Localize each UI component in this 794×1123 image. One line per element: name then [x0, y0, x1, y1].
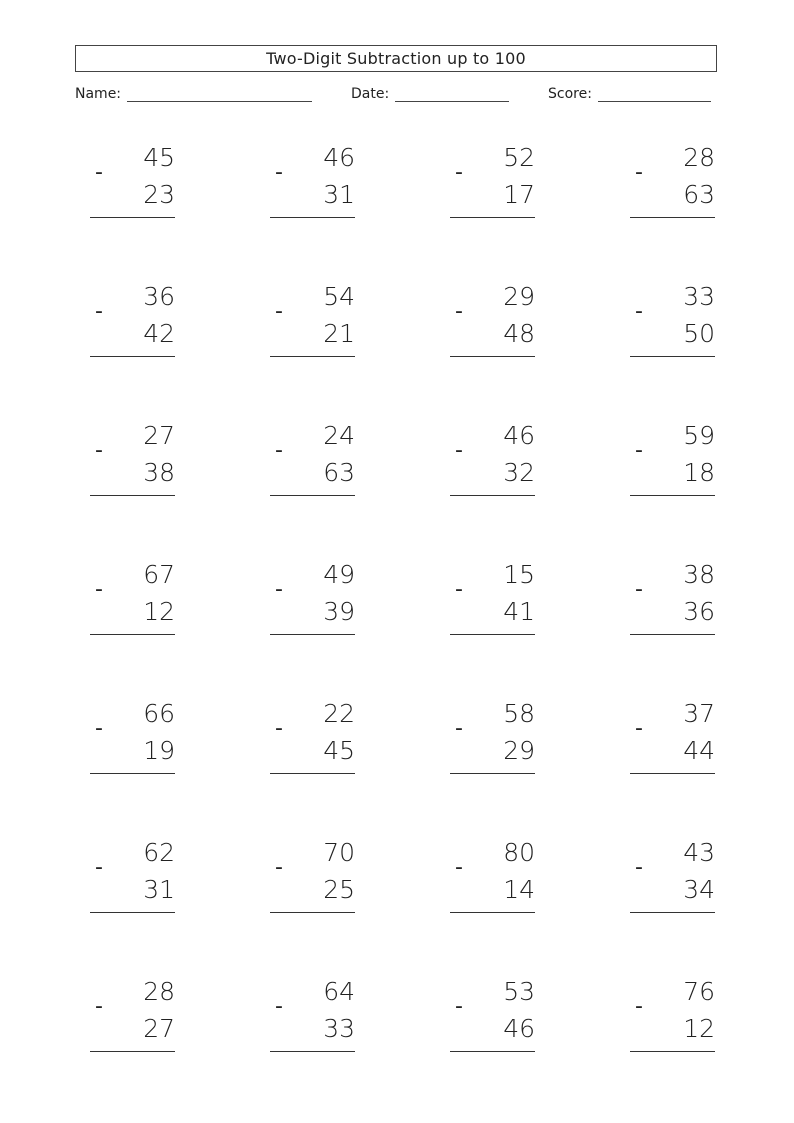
- minuend: 37: [683, 699, 715, 728]
- subtrahend: 48: [503, 319, 535, 348]
- minus-sign: -: [275, 299, 283, 324]
- minus-sign: -: [635, 438, 643, 463]
- minuend: 15: [503, 560, 535, 589]
- minus-sign: -: [275, 160, 283, 185]
- minuend: 58: [503, 699, 535, 728]
- name-label: Name:: [75, 86, 122, 102]
- minuend: 53: [503, 977, 535, 1006]
- answer-line[interactable]: [90, 495, 175, 496]
- minus-sign: -: [455, 299, 463, 324]
- minuend: 28: [683, 143, 715, 172]
- score-label: Score:: [548, 86, 592, 102]
- subtraction-problem: [90, 143, 185, 233]
- minus-sign: -: [635, 160, 643, 185]
- answer-line[interactable]: [450, 356, 535, 357]
- minuend: 52: [503, 143, 535, 172]
- subtraction-problem: [270, 282, 365, 372]
- subtrahend: 46: [503, 1014, 535, 1043]
- minuend: 45: [143, 143, 175, 172]
- subtraction-problem: [630, 977, 725, 1067]
- subtraction-problem: [90, 282, 185, 372]
- minuend: 66: [143, 699, 175, 728]
- minus-sign: -: [635, 994, 643, 1019]
- minus-sign: -: [95, 855, 103, 880]
- answer-line[interactable]: [630, 217, 715, 218]
- answer-line[interactable]: [630, 1051, 715, 1052]
- answer-line[interactable]: [270, 912, 355, 913]
- answer-line[interactable]: [270, 1051, 355, 1052]
- minus-sign: -: [275, 577, 283, 602]
- minuend: 76: [683, 977, 715, 1006]
- minus-sign: -: [455, 994, 463, 1019]
- answer-line[interactable]: [450, 495, 535, 496]
- subtraction-problem: [270, 560, 365, 650]
- minuend: 29: [503, 282, 535, 311]
- subtraction-problem: [630, 282, 725, 372]
- subtrahend: 42: [143, 319, 175, 348]
- answer-line[interactable]: [630, 495, 715, 496]
- subtraction-problem: [90, 838, 185, 928]
- minus-sign: -: [635, 855, 643, 880]
- answer-line[interactable]: [90, 634, 175, 635]
- subtraction-problem: [270, 143, 365, 233]
- minus-sign: -: [95, 160, 103, 185]
- subtrahend: 23: [143, 180, 175, 209]
- answer-line[interactable]: [270, 495, 355, 496]
- answer-line[interactable]: [90, 1051, 175, 1052]
- subtrahend: 31: [143, 875, 175, 904]
- answer-line[interactable]: [90, 217, 175, 218]
- answer-line[interactable]: [90, 773, 175, 774]
- minus-sign: -: [95, 299, 103, 324]
- subtraction-problem: [450, 282, 545, 372]
- subtraction-problem: [90, 977, 185, 1067]
- answer-line[interactable]: [630, 634, 715, 635]
- subtraction-problem: [450, 560, 545, 650]
- minus-sign: -: [455, 716, 463, 741]
- answer-line[interactable]: [90, 356, 175, 357]
- minus-sign: -: [275, 855, 283, 880]
- answer-line[interactable]: [90, 912, 175, 913]
- minuend: 59: [683, 421, 715, 450]
- subtrahend: 18: [683, 458, 715, 487]
- minuend: 49: [323, 560, 355, 589]
- subtrahend: 33: [323, 1014, 355, 1043]
- subtraction-problem: [450, 699, 545, 789]
- minuend: 24: [323, 421, 355, 450]
- subtrahend: 38: [143, 458, 175, 487]
- minuend: 67: [143, 560, 175, 589]
- subtraction-problem: [630, 699, 725, 789]
- minus-sign: -: [455, 160, 463, 185]
- answer-line[interactable]: [450, 217, 535, 218]
- subtrahend: 44: [683, 736, 715, 765]
- answer-line[interactable]: [270, 356, 355, 357]
- subtrahend: 12: [683, 1014, 715, 1043]
- subtraction-problem: [450, 838, 545, 928]
- minuend: 46: [323, 143, 355, 172]
- subtrahend: 14: [503, 875, 535, 904]
- minuend: 54: [323, 282, 355, 311]
- minuend: 46: [503, 421, 535, 450]
- minuend: 22: [323, 699, 355, 728]
- answer-line[interactable]: [450, 1051, 535, 1052]
- subtrahend: 19: [143, 736, 175, 765]
- subtrahend: 17: [503, 180, 535, 209]
- minuend: 28: [143, 977, 175, 1006]
- subtrahend: 32: [503, 458, 535, 487]
- subtrahend: 63: [683, 180, 715, 209]
- minus-sign: -: [455, 855, 463, 880]
- subtrahend: 27: [143, 1014, 175, 1043]
- minuend: 36: [143, 282, 175, 311]
- answer-line[interactable]: [450, 773, 535, 774]
- minuend: 62: [143, 838, 175, 867]
- subtrahend: 12: [143, 597, 175, 626]
- minus-sign: -: [275, 716, 283, 741]
- minus-sign: -: [95, 716, 103, 741]
- subtrahend: 25: [323, 875, 355, 904]
- subtrahend: 21: [323, 319, 355, 348]
- subtraction-problem: [90, 699, 185, 789]
- minus-sign: -: [275, 994, 283, 1019]
- minuend: 27: [143, 421, 175, 450]
- minuend: 33: [683, 282, 715, 311]
- minus-sign: -: [455, 438, 463, 463]
- minus-sign: -: [95, 994, 103, 1019]
- minus-sign: -: [275, 438, 283, 463]
- subtrahend: 29: [503, 736, 535, 765]
- minuend: 80: [503, 838, 535, 867]
- minuend: 43: [683, 838, 715, 867]
- answer-line[interactable]: [630, 773, 715, 774]
- subtraction-problem: [270, 421, 365, 511]
- subtraction-problem: [630, 143, 725, 233]
- subtraction-problem: [270, 699, 365, 789]
- minus-sign: -: [635, 577, 643, 602]
- subtraction-problem: [270, 977, 365, 1067]
- subtraction-problem: [630, 838, 725, 928]
- subtrahend: 63: [323, 458, 355, 487]
- subtrahend: 41: [503, 597, 535, 626]
- subtraction-problem: [270, 838, 365, 928]
- minus-sign: -: [635, 716, 643, 741]
- subtraction-problem: [450, 143, 545, 233]
- subtrahend: 39: [323, 597, 355, 626]
- subtraction-problem: [450, 977, 545, 1067]
- subtraction-problem: [630, 560, 725, 650]
- subtrahend: 50: [683, 319, 715, 348]
- subtraction-problem: [90, 560, 185, 650]
- subtraction-problem: [90, 421, 185, 511]
- answer-line[interactable]: [270, 217, 355, 218]
- minus-sign: -: [95, 438, 103, 463]
- answer-line[interactable]: [630, 912, 715, 913]
- answer-line[interactable]: [270, 773, 355, 774]
- answer-line[interactable]: [630, 356, 715, 357]
- subtraction-problem: [450, 421, 545, 511]
- subtrahend: 34: [683, 875, 715, 904]
- minus-sign: -: [635, 299, 643, 324]
- minuend: 70: [323, 838, 355, 867]
- answer-line[interactable]: [270, 634, 355, 635]
- worksheet-title: Two-Digit Subtraction up to 100: [75, 45, 717, 72]
- minuend: 64: [323, 977, 355, 1006]
- minus-sign: -: [455, 577, 463, 602]
- minuend: 38: [683, 560, 715, 589]
- answer-line[interactable]: [450, 634, 535, 635]
- subtrahend: 45: [323, 736, 355, 765]
- date-label: Date:: [351, 86, 390, 102]
- subtrahend: 36: [683, 597, 715, 626]
- subtrahend: 31: [323, 180, 355, 209]
- minus-sign: -: [95, 577, 103, 602]
- subtraction-problem: [630, 421, 725, 511]
- answer-line[interactable]: [450, 912, 535, 913]
